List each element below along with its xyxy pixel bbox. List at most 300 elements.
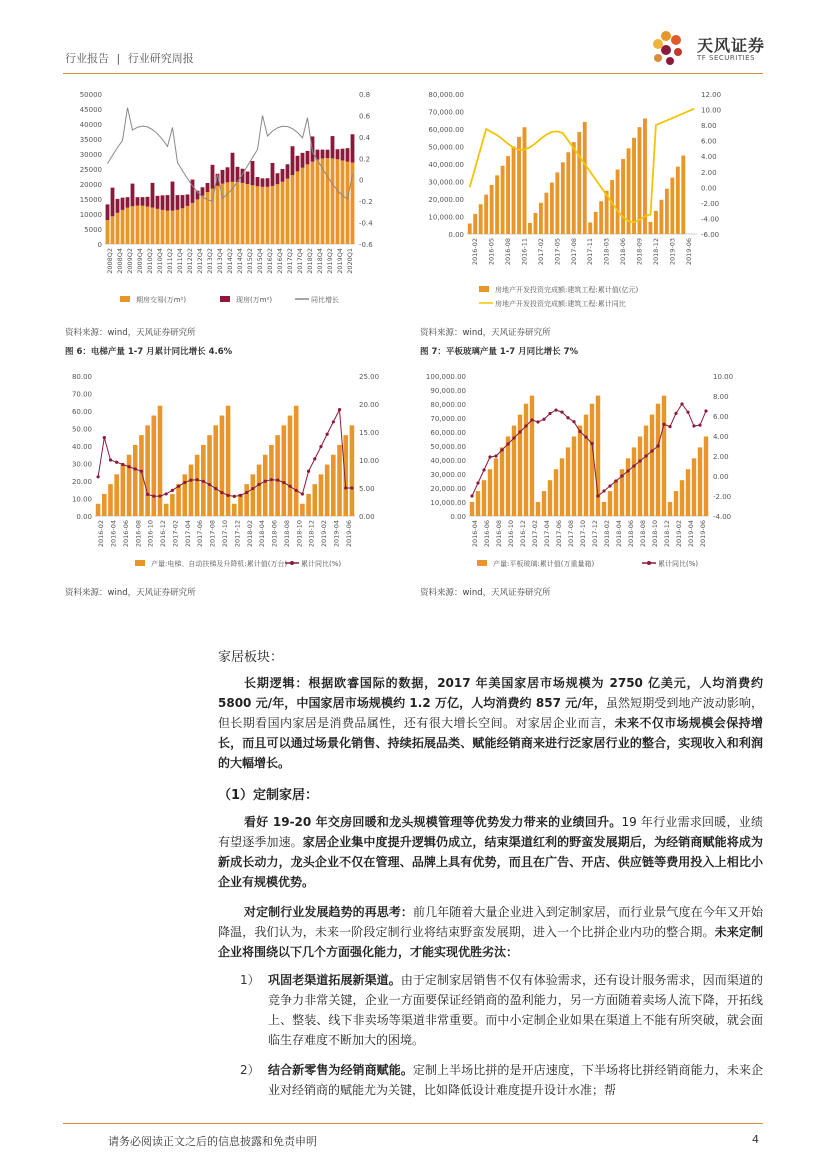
fig4-x-tick: 2013Q4 — [216, 248, 224, 274]
fig4-bar-spot — [146, 197, 150, 207]
fig6-x-tick: 2019-02 — [320, 520, 329, 548]
fig6-bar — [176, 484, 181, 516]
fig6-x-tick: 2016-06 — [121, 520, 130, 548]
fig5-bar — [621, 159, 625, 234]
fig7-left-tick: 50,000.00 — [430, 443, 466, 451]
fig4-bar-spot — [246, 172, 250, 184]
fig6-bar — [238, 494, 243, 516]
fig7-bar — [596, 396, 600, 516]
fig4-bar-forward — [286, 179, 290, 244]
fig4-legend-swatch — [120, 296, 130, 302]
fig6-x-tick: 2018-10 — [295, 520, 304, 548]
fig4-left-tick: 50000 — [79, 91, 102, 99]
fig6-bar — [325, 465, 330, 516]
fig5-bar — [484, 195, 488, 234]
fig5-right-tick: -2.00 — [701, 199, 720, 208]
figure-7-title: 图 7：平板玻璃产量 1-7 月同比增长 7% — [420, 347, 579, 357]
fig5-left-tick: 0.00 — [448, 231, 464, 239]
fig4-bar-forward — [316, 160, 320, 244]
fig5-left-tick: 70,000.00 — [428, 108, 464, 117]
fig5-bar — [583, 122, 587, 234]
fig5-bar — [561, 162, 565, 234]
fig4-bar-forward — [111, 216, 115, 244]
fig4-bar-forward — [341, 160, 345, 244]
fig4-bar-forward — [301, 168, 305, 244]
fig4-bar-spot — [131, 184, 135, 207]
fig5-x-tick: 2017-11 — [586, 238, 595, 266]
fig5-bar — [479, 204, 483, 234]
fig7-bar — [566, 447, 570, 516]
fig5-x-tick: 2018-09 — [635, 238, 644, 266]
fig7-legend-marker — [647, 561, 651, 565]
fig4-bar-spot — [231, 153, 235, 182]
fig6-left-tick: 20.00 — [71, 478, 92, 486]
p1-bold-2: 未来不仅市场规模会保持增长，而且可以通过场景化销售、持续拓展品类、赋能经销商来进行泛家居行业的整合，实现收入和利润的大幅增长。 — [218, 716, 763, 770]
fig7-legend-swatch — [477, 560, 487, 566]
fig7-bar — [560, 458, 564, 516]
fig4-x-tick: 2017Q2 — [286, 248, 294, 274]
fig5-x-tick: 2018-12 — [651, 238, 660, 266]
fig7-bar — [680, 480, 684, 516]
fig4-bar-spot — [271, 163, 275, 186]
fig4-bar-spot — [341, 149, 345, 161]
fig4-bar-spot — [201, 187, 205, 195]
fig6-bar — [306, 494, 311, 516]
fig5-bar — [665, 189, 669, 234]
fig4-bar-forward — [146, 206, 150, 244]
fig4-x-tick: 2009Q4 — [136, 248, 144, 274]
fig4-bar-spot — [331, 136, 335, 158]
fig4-bar-forward — [151, 208, 155, 244]
fig4-bar-spot — [346, 148, 350, 162]
fig7-x-tick: 2017-04 — [543, 520, 551, 548]
fig7-right-tick: 4.00 — [713, 433, 729, 441]
fig6-bar — [189, 465, 194, 516]
fig6-x-tick: 2018-02 — [245, 520, 254, 548]
fig4-bar-spot — [126, 197, 130, 208]
fig5-legend-label: 房地产开发投资完成额:建筑工程:累计同比 — [495, 300, 626, 308]
fig4-x-tick: 2008Q4 — [116, 248, 124, 274]
fig6-x-tick: 2018-06 — [270, 520, 279, 548]
fig6-bar — [164, 504, 169, 516]
fig7-legend-label: 产量:平板玻璃:累计值(万重量箱) — [493, 560, 595, 568]
fig5-right-tick: 10.00 — [701, 106, 722, 115]
fig4-bar-forward — [261, 187, 265, 244]
fig7-left-tick: 40,000.00 — [430, 457, 466, 465]
fig5-bar — [659, 200, 663, 234]
fig4-left-tick: 5000 — [84, 226, 102, 234]
fig7-x-tick: 2017-02 — [531, 520, 539, 548]
logo-text-en: TF SECURITIES — [697, 54, 756, 62]
fig6-bar — [343, 435, 348, 516]
fig4-bar-spot — [266, 178, 270, 187]
fig7-bar — [674, 491, 678, 516]
fig6-right-tick: 0.00 — [359, 513, 375, 521]
fig4-left-tick: 10000 — [79, 211, 102, 219]
fig4-bar-forward — [231, 182, 235, 244]
fig4-bar-forward — [196, 199, 200, 244]
fig7-bar — [686, 469, 690, 516]
fig4-bar-forward — [276, 184, 280, 244]
fig5-bar — [555, 172, 559, 234]
chart-elevator-output — [65, 368, 395, 578]
fig5-bar — [594, 212, 598, 234]
fig4-x-tick: 2011Q4 — [176, 248, 184, 274]
fig5-bar — [539, 203, 543, 234]
fig7-x-tick: 2016-10 — [507, 520, 515, 548]
section-title: 家居板块： — [218, 650, 284, 665]
fig7-left-tick: 80,000.00 — [430, 401, 466, 409]
fig6-bar — [288, 416, 293, 516]
paragraph-custom-outlook — [218, 812, 763, 892]
fig5-bar — [512, 147, 516, 235]
fig6-left-tick: 50.00 — [71, 425, 92, 434]
fig7-right-tick: 0.00 — [713, 473, 729, 481]
fig5-bar — [468, 224, 472, 235]
fig4-legend-label: 同比增长 — [311, 296, 339, 304]
fig6-bar — [331, 455, 336, 516]
fig6-bar — [275, 435, 280, 516]
fig5-x-tick: 2018-06 — [619, 238, 628, 266]
source-note-4: 资料来源：wind，天风证券研究所 — [420, 588, 551, 598]
fig5-x-tick: 2016-02 — [471, 238, 480, 266]
fig6-bar — [108, 484, 113, 516]
li2-normal: 定制上半场比拼的是开店速度，下半场将比拼经销商能力，未来企业对经销商的赋能尤为关键，比如降低设计难度提升设计水准；帮 — [268, 1063, 763, 1097]
fig7-x-tick: 2018-10 — [651, 520, 659, 548]
fig5-legend-label: 房地产开发投资完成额:建筑工程:累计值(亿元) — [495, 286, 639, 294]
fig7-right-tick: -2.00 — [713, 493, 732, 501]
fig5-bar — [528, 223, 532, 234]
fig4-bar-spot — [226, 167, 230, 182]
fig4-right-tick: -0.2 — [359, 198, 373, 207]
fig5-bar — [681, 156, 685, 234]
fig5-bar — [676, 167, 680, 234]
list-item-1 — [268, 970, 763, 1050]
fig4-x-tick: 2014Q2 — [226, 248, 234, 274]
fig4-bar-spot — [176, 195, 180, 210]
fig6-x-tick: 2017-10 — [221, 520, 229, 548]
fig6-left-tick: 0.00 — [76, 513, 92, 521]
fig5-x-tick: 2017-02 — [536, 238, 545, 266]
fig7-bar — [614, 480, 618, 516]
fig4-bar-forward — [131, 206, 135, 244]
fig4-bar-spot — [141, 197, 145, 206]
fig6-bar — [96, 504, 101, 516]
fig7-bar — [644, 426, 648, 516]
header-separator: | — [116, 52, 121, 65]
fig6-x-tick: 2016-10 — [146, 520, 155, 548]
fig4-bar-forward — [331, 158, 335, 244]
fig6-bar — [282, 425, 287, 516]
fig4-right-tick: 0.8 — [359, 91, 371, 99]
li1-normal: 由于定制家居销售不仅有体验需求，还有设计服务需求，因而渠道的竞争力非常关键，企业一方面要保证经销商的盈利能力，另一方面随着卖场人流下降，开拓线上、整装、线下非卖场等渠道非常重要。而中小定制企业如果在渠道上不能有所突破，就会面临生存难度不断加大的困境。 — [268, 973, 763, 1047]
fig5-left-tick: 40,000.00 — [428, 161, 464, 169]
fig5-x-tick: 2017-08 — [569, 238, 578, 266]
fig4-bar-spot — [121, 198, 125, 210]
fig4-x-tick: 2016Q2 — [266, 248, 274, 274]
fig5-bar — [517, 137, 521, 234]
fig5-x-tick: 2016-08 — [504, 238, 513, 266]
fig6-left-tick: 70.00 — [71, 390, 92, 399]
fig4-bar-spot — [211, 165, 215, 189]
fig4-left-tick: 0 — [97, 241, 102, 249]
fig6-left-tick: 10.00 — [71, 495, 92, 504]
fig5-bar — [490, 185, 494, 234]
fig5-bar — [670, 178, 674, 234]
fig7-bar — [632, 447, 636, 516]
page-number: 4 — [752, 1133, 759, 1146]
fig4-bar-spot — [306, 151, 310, 164]
fig4-bar-spot — [191, 180, 195, 203]
fig7-bar — [470, 502, 474, 516]
fig5-x-tick: 2018-03 — [602, 238, 611, 266]
fig4-x-tick: 2014Q4 — [236, 248, 244, 274]
fig5-bar — [610, 180, 614, 234]
fig4-bar-forward — [121, 210, 125, 244]
fig4-bar-spot — [351, 134, 355, 162]
fig4-bar-spot — [116, 199, 120, 213]
fig7-bar — [524, 404, 528, 516]
li1-bold: 巩固老渠道拓展新渠道。 — [268, 973, 401, 987]
fig6-bar — [251, 474, 256, 516]
fig6-bar — [114, 474, 119, 516]
fig4-bar-forward — [256, 186, 260, 244]
fig4-bar-forward — [271, 186, 275, 244]
fig4-right-tick: -0.6 — [359, 241, 373, 249]
fig4-bar-forward — [126, 208, 130, 244]
fig5-bar — [523, 127, 527, 234]
fig4-x-tick: 2019Q2 — [326, 248, 334, 274]
header-rule — [63, 73, 763, 74]
fig7-bar — [578, 426, 582, 516]
fig4-x-tick: 2019Q4 — [336, 248, 344, 274]
fig6-bar — [145, 425, 150, 516]
fig4-bar-forward — [156, 209, 160, 244]
fig7-left-tick: 60,000.00 — [430, 429, 466, 437]
fig7-left-tick: 10,000.00 — [430, 499, 466, 507]
footer-disclaimer: 请务必阅读正文之后的信息披露和免责申明 — [108, 1135, 317, 1148]
fig4-x-tick: 2017Q4 — [296, 248, 304, 274]
fig6-bar — [226, 406, 231, 516]
fig4-right-tick: 0.4 — [359, 133, 371, 142]
fig5-right-tick: -4.00 — [701, 215, 720, 224]
fig4-left-tick: 30000 — [79, 151, 102, 159]
fig5-x-tick: 2019-03 — [668, 238, 677, 266]
source-note-3: 资料来源：wind，天风证券研究所 — [65, 588, 196, 598]
fig4-x-tick: 2013Q2 — [206, 248, 214, 274]
fig7-x-tick: 2016-06 — [483, 520, 491, 548]
fig6-right-tick: 5.00 — [359, 485, 375, 493]
fig7-x-tick: 2018-02 — [603, 520, 611, 548]
fig4-left-tick: 25000 — [79, 166, 102, 174]
paragraph-trend-rethink — [218, 902, 763, 962]
fig5-bar — [501, 166, 505, 234]
fig7-bar — [506, 436, 510, 516]
fig7-right-tick: 10.00 — [713, 373, 734, 381]
fig6-bar — [312, 484, 317, 516]
fig6-right-tick: 25.00 — [359, 373, 380, 381]
fig5-right-tick: -6.00 — [701, 231, 720, 239]
fig4-bar-forward — [296, 171, 300, 244]
report-name: 行业研究周报 — [127, 52, 194, 65]
fig4-bar-spot — [111, 188, 115, 217]
fig5-x-tick: 2019-06 — [684, 238, 693, 266]
fig7-left-tick: 20,000.00 — [430, 485, 466, 493]
fig5-right-tick: 0.00 — [701, 184, 717, 193]
fig4-x-tick: 2009Q2 — [126, 248, 134, 274]
fig4-x-tick: 2008Q2 — [106, 248, 114, 274]
fig5-bar — [473, 214, 477, 234]
fig5-bar — [544, 193, 548, 234]
fig7-bar — [656, 404, 660, 516]
fig6-bar — [300, 504, 305, 516]
fig7-bar — [494, 458, 498, 516]
list-num-1: 1） — [240, 973, 260, 987]
fig4-bar-spot — [221, 170, 225, 184]
fig4-bar-spot — [291, 146, 295, 175]
fig6-right-tick: 15.00 — [359, 429, 380, 437]
p1-normal: 虽然短期受到地产波动影响，但长期看国内家居是消费品属性，还有很大增长空间。对家居企业而言， — [218, 696, 763, 730]
fig6-legend-label: 累计同比(%) — [301, 560, 342, 568]
fig5-bar — [599, 201, 603, 234]
fig4-bar-forward — [336, 159, 340, 244]
fig4-left-tick: 45000 — [79, 106, 102, 114]
fig6-bar — [263, 455, 268, 516]
fig7-bar — [536, 502, 540, 516]
fig4-bar-spot — [336, 149, 340, 159]
fig6-x-tick: 2018-08 — [282, 520, 291, 548]
paragraph-long-term-logic — [218, 673, 763, 773]
fig7-bar — [698, 447, 702, 516]
fig7-x-tick: 2019-04 — [687, 520, 695, 548]
fig5-x-tick: 2016-11 — [520, 238, 529, 266]
fig4-bar-spot — [151, 183, 155, 208]
fig5-left-tick: 30,000.00 — [428, 178, 464, 187]
fig6-legend-swatch — [135, 560, 145, 566]
fig6-x-tick: 2018-04 — [258, 520, 267, 548]
fig6-bar — [127, 455, 132, 516]
fig7-right-tick: 8.00 — [713, 393, 729, 401]
fig4-bar-spot — [171, 182, 175, 211]
fig4-bar-forward — [326, 158, 330, 244]
fig7-bar — [584, 415, 588, 516]
fig4-bar-spot — [181, 195, 185, 208]
fig5-left-tick: 20,000.00 — [428, 196, 464, 204]
fig4-bar-forward — [116, 213, 120, 244]
fig4-right-tick: 0 — [359, 176, 364, 185]
fig4-bar-forward — [136, 206, 140, 244]
subsection-custom-furniture: （1）定制家居： — [218, 788, 319, 803]
p2-bold-2: 家居企业集中度提升逻辑仍成立，结束渠道红利的野蛮发展期后，为经销商赋能将成为新成长动力，龙头企业不仅在管理、品牌上具有优势，而且在广告、开店、供应链等费用投入上相比小企业有规模优势。 — [218, 835, 763, 889]
fig6-bar — [337, 445, 342, 516]
fig5-bar — [506, 156, 510, 234]
fig4-left-tick: 15000 — [79, 196, 102, 204]
fig4-bar-spot — [326, 150, 330, 158]
fig6-bar — [152, 416, 157, 516]
fig4-bar-forward — [251, 185, 255, 244]
fig7-bar — [530, 396, 534, 516]
fig7-bar — [626, 458, 630, 516]
fig6-bar — [158, 406, 163, 516]
fig4-left-tick: 20000 — [79, 181, 102, 189]
fig6-bar — [350, 425, 355, 516]
fig6-bar — [133, 445, 138, 516]
p3-bold: 对定制行业发展趋势的再思考： — [244, 905, 413, 919]
fig6-bar — [213, 425, 218, 516]
fig4-bar-spot — [161, 195, 165, 210]
fig7-bar — [650, 415, 654, 516]
fig7-bar — [638, 436, 642, 516]
fig4-bar-forward — [171, 211, 175, 244]
fig4-x-tick: 2018Q2 — [306, 248, 314, 274]
source-note-2: 资料来源：wind，天风证券研究所 — [420, 328, 551, 338]
fig5-bar — [550, 183, 554, 234]
chart-flat-glass-output — [417, 368, 757, 578]
fig5-bar — [495, 175, 499, 234]
fig6-left-tick: 80.00 — [71, 373, 92, 381]
list-num-2: 2） — [240, 1063, 260, 1077]
fig6-x-tick: 2017-06 — [196, 520, 205, 548]
fig4-bar-forward — [216, 186, 220, 244]
fig6-left-tick: 40.00 — [71, 443, 92, 451]
fig7-left-tick: 100,000.00 — [425, 373, 466, 381]
fig4-bar-spot — [276, 173, 280, 184]
fig6-x-tick: 2017-12 — [233, 520, 242, 548]
fig4-bar-forward — [236, 182, 240, 244]
report-header — [65, 50, 194, 66]
fig4-bar-forward — [141, 206, 145, 244]
fig4-legend-swatch — [220, 296, 230, 302]
fig5-bar — [577, 132, 581, 234]
fig6-bar — [102, 494, 107, 516]
fig7-left-tick: 30,000.00 — [430, 471, 466, 479]
fig4-bar-spot — [166, 195, 170, 210]
fig5-bar — [566, 152, 570, 234]
fig6-bar — [232, 504, 237, 516]
fig4-bar-spot — [256, 177, 260, 186]
fig7-x-tick: 2018-12 — [663, 520, 671, 548]
fig7-right-tick: -4.00 — [713, 513, 732, 521]
fig4-bar-forward — [211, 189, 215, 244]
fig6-legend-label: 产量:电梯、自动扶梯及升降机:累计值(万台) — [151, 560, 288, 568]
li2-bold: 结合新零售为经销商赋能。 — [268, 1063, 413, 1077]
fig6-bar — [220, 416, 225, 516]
fig7-left-tick: 70,000.00 — [430, 415, 466, 423]
fig6-bar — [195, 455, 200, 516]
fig7-x-tick: 2018-08 — [639, 520, 647, 548]
fig7-bar — [482, 480, 486, 516]
fig5-legend-swatch — [479, 286, 489, 292]
fig6-bar — [294, 406, 299, 516]
fig7-x-tick: 2017-10 — [579, 520, 587, 548]
fig7-bar — [668, 502, 672, 516]
fig4-x-tick: 2012Q4 — [196, 248, 204, 274]
fig4-x-tick: 2015Q4 — [256, 248, 264, 274]
fig7-bar — [704, 436, 708, 516]
fig5-left-tick: 60,000.00 — [428, 126, 464, 134]
fig6-bar — [170, 494, 175, 516]
fig7-bar — [476, 491, 480, 516]
fig4-right-tick: 0.6 — [359, 112, 371, 121]
fig5-bar — [632, 138, 636, 234]
fig5-right-tick: 8.00 — [701, 122, 717, 131]
fig4-bar-spot — [286, 164, 290, 178]
fig7-x-tick: 2018-06 — [627, 520, 635, 548]
fig4-bar-forward — [241, 183, 245, 244]
fig5-right-tick: 6.00 — [701, 137, 717, 146]
fig5-bar — [649, 222, 653, 234]
fig5-x-tick: 2017-05 — [553, 238, 562, 266]
